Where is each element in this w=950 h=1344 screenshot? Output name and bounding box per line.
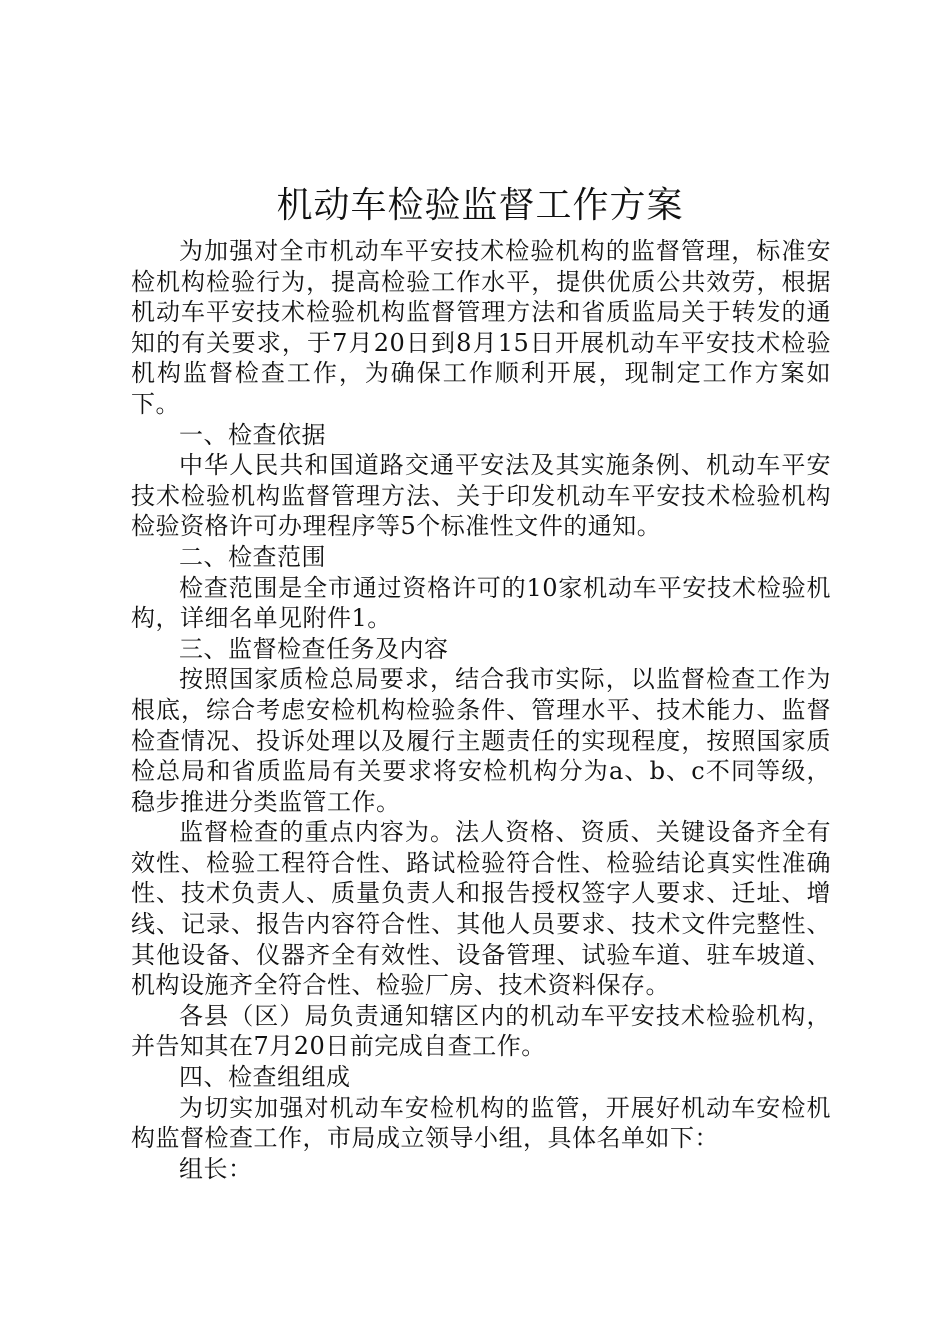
scope-paragraph: 检查范围是全市通过资格许可的10家机动车平安技术检验机构，详细名单见附件1。: [131, 573, 831, 633]
section-heading-scope: 二、检查范围: [179, 542, 326, 571]
basis-paragraph: 中华人民共和国道路交通平安法及其实施条例、机动车平安技术检验机构监督管理方法、关于印发机动车平安技术检验机构检验资格许可办理程序等5个标准性文件的通知。: [131, 451, 831, 541]
key-content-paragraph: 监督检查的重点内容为。法人资格、资质、关键设备齐全有效性、检验工程符合性、路试检验符合性、检验结论真实性准确性、技术负责人、质量负责人和报告授权签字人要求、迁址、增线、记录、报告内容符合性、其他人员要求、技术文件完整性、其他设备、仪器齐全有效性、设备管理、试验车道、驻车坡道、机构设施齐全符合性、检验厂房、技术资料保存。: [131, 818, 831, 1000]
section-heading-basis: 一、检查依据: [179, 420, 326, 449]
document-title: 机动车检验监督工作方案: [276, 185, 684, 226]
section-heading-team: 四、检查组组成: [179, 1063, 351, 1092]
tasks-paragraph: 按照国家质检总局要求，结合我市实际，以监督检查工作为根底，综合考虑安检机构检验条件、管理水平、技术能力、监督检查情况、投诉处理以及履行主题责任的实现程度，按照国家质检总局和省质监局有关要求将安检机构分为a、b、c不同等级，稳步推进分类监管工作。: [131, 665, 831, 816]
section-heading-tasks: 三、监督检查任务及内容: [179, 634, 449, 663]
intro-paragraph: 为加强对全市机动车平安技术检验机构的监督管理，标准安检机构检验行为，提高检验工作水平，提供优质公共效劳，根据机动车平安技术检验机构监督管理方法和省质监局关于转发的通知的有关要求，于7月20日到8月15日开展机动车平安技术检验机构监督检查工作，为确保工作顺利开展，现制定工作方案如下。: [131, 237, 831, 418]
team-paragraph: 为切实加强对机动车安检机构的监管，开展好机动车安检机构监督检查工作，市局成立领导小组，具体名单如下：: [131, 1093, 831, 1153]
document-body: [131, 236, 831, 1184]
team-leader-line: 组长：: [179, 1154, 253, 1183]
self-check-paragraph: 各县（区）局负责通知辖区内的机动车平安技术检验机构，并告知其在7月20日前完成自查工作。: [131, 1001, 831, 1061]
